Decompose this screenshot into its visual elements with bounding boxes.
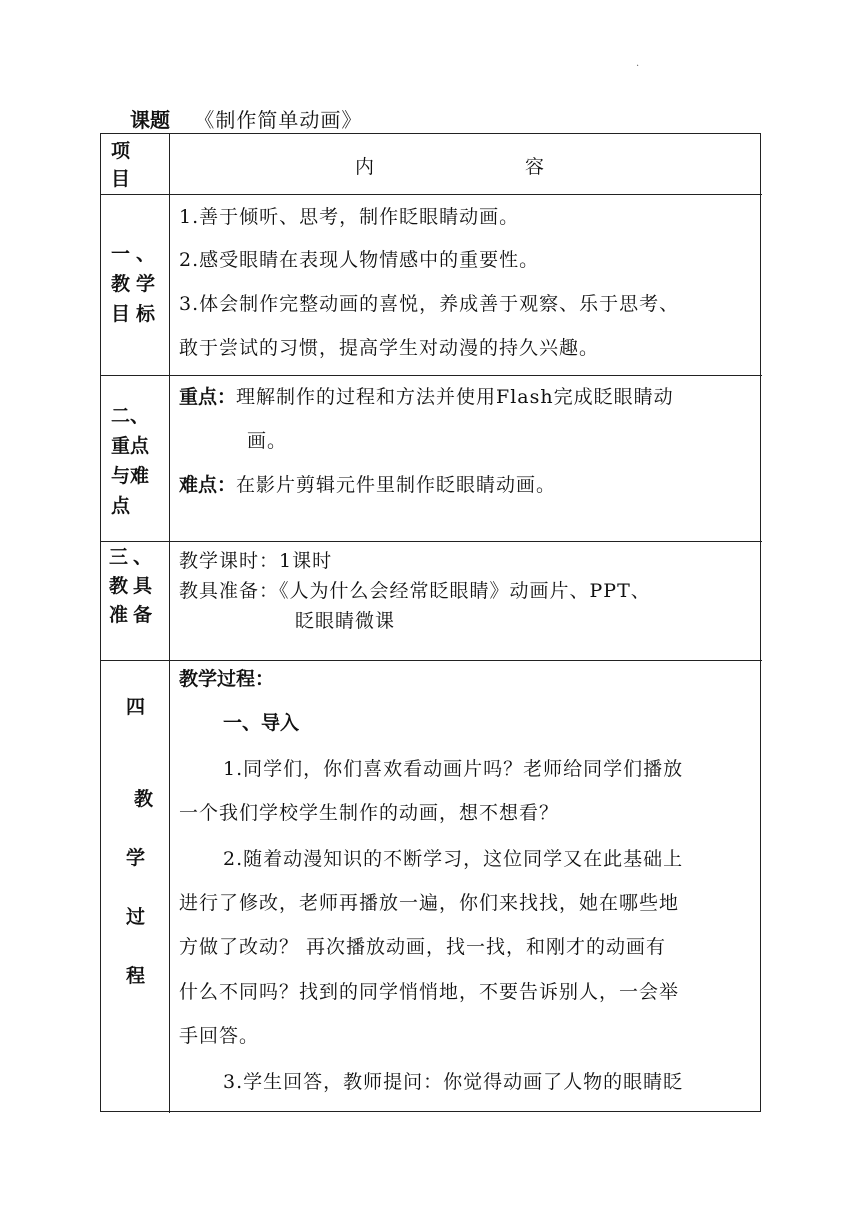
process-line: 2.随着动漫知识的不断学习，这位同学又在此基础上 xyxy=(223,848,684,870)
process-line: 什么不同吗？找到的同学悄悄地，不要告诉别人，一会举 xyxy=(179,981,680,1003)
page-dot-mark: . xyxy=(636,58,640,69)
process-line: 一个我们学校学生制作的动画，想不想看？ xyxy=(179,802,560,824)
content-header-2: 容 xyxy=(525,156,546,178)
section3-line: 教学课时：1课时 xyxy=(179,550,333,572)
process-line: 进行了修改，老师再播放一遍，你们来找找，她在哪些地 xyxy=(179,892,680,914)
row-divider xyxy=(101,375,762,376)
key-point-label: 重点： xyxy=(179,386,237,408)
process-subheading: 一、导入 xyxy=(223,712,300,734)
key-point-text: 理解制作的过程和方法并使用Flash完成眨眼睛动 xyxy=(236,386,674,408)
lesson-title xyxy=(130,104,362,133)
row-divider xyxy=(101,194,762,195)
title-value: 《制作简单动画》 xyxy=(194,108,363,132)
key-point-text-cont: 画。 xyxy=(247,430,288,452)
section4-label-char: 过 xyxy=(126,906,146,928)
section4-label-char: 教 xyxy=(134,788,154,810)
process-line: 手回答。 xyxy=(179,1025,260,1047)
process-heading: 教学过程： xyxy=(179,668,275,690)
section1-label: 一、 教学 目标 xyxy=(111,243,162,325)
difficulty-label: 难点： xyxy=(179,474,237,496)
item-column-header: 项 目 xyxy=(111,140,131,190)
section3-line: 教具准备：《人为什么会经常眨眼睛》动画片、PPT、 xyxy=(179,580,651,602)
section1-line: 敢于尝试的习惯，提高学生对动漫的持久兴趣。 xyxy=(179,337,600,359)
section4-label-char: 学 xyxy=(126,847,146,869)
process-line: 1.同学们，你们喜欢看动画片吗？老师给同学们播放 xyxy=(223,758,684,780)
section1-line: 3.体会制作完整动画的喜悦，养成善于观察、乐于思考、 xyxy=(179,293,680,315)
section1-line: 2.感受眼睛在表现人物情感中的重要性。 xyxy=(179,249,540,271)
process-line: 3.学生回答，教师提问：你觉得动画了人物的眼睛眨 xyxy=(223,1071,684,1093)
row-divider xyxy=(101,660,762,661)
content-header-1: 内 xyxy=(355,156,376,178)
process-line: 方做了改动？ 再次播放动画，找一找，和刚才的动画有 xyxy=(179,936,667,958)
section3-line: 眨眼睛微课 xyxy=(295,610,396,632)
section2-label: 二、 重点 与难 点 xyxy=(111,405,150,517)
section3-label: 三、 教具 准备 xyxy=(109,546,158,626)
section4-label-char: 程 xyxy=(126,965,146,987)
difficulty-text: 在影片剪辑元件里制作眨眼睛动画。 xyxy=(236,474,557,496)
column-divider xyxy=(169,134,170,1113)
row-divider xyxy=(101,541,762,542)
section1-line: 1.善于倾听、思考，制作眨眼睛动画。 xyxy=(179,206,520,228)
section4-label-char: 四 xyxy=(126,696,146,718)
lesson-plan-table xyxy=(100,133,761,1112)
title-label: 课题 xyxy=(130,108,170,132)
